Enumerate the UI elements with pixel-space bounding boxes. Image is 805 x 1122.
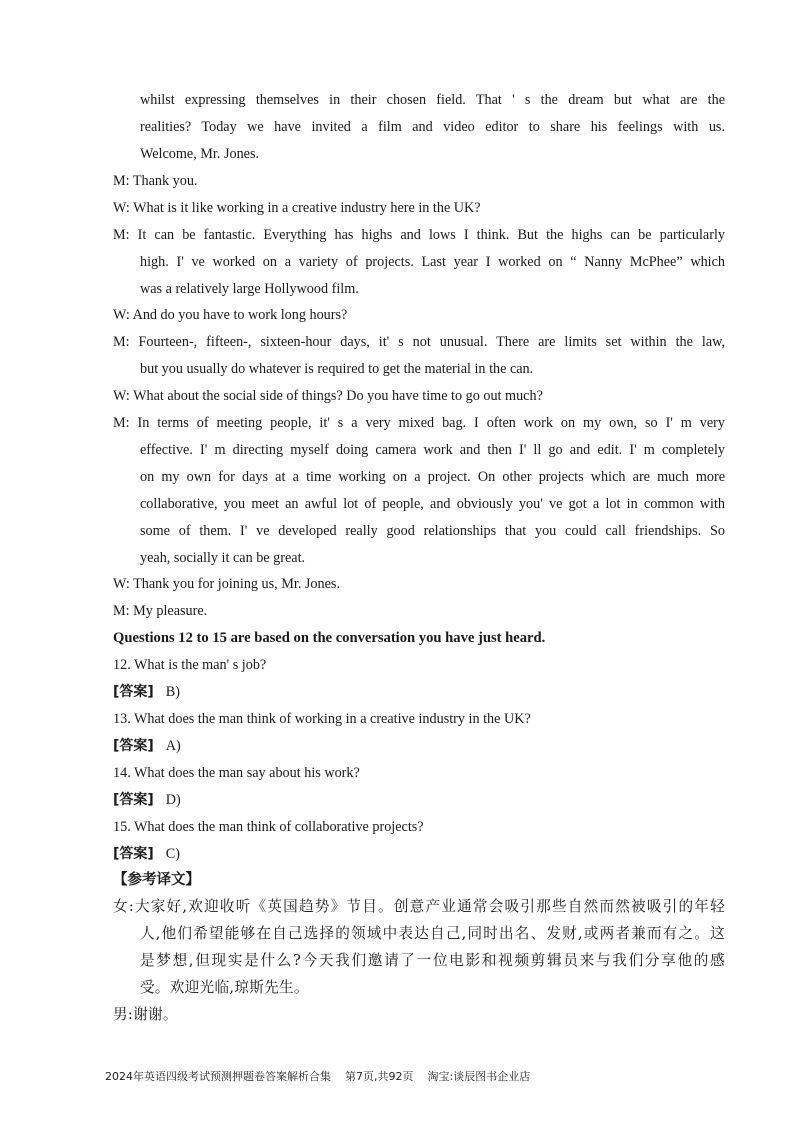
question-text: 12. What is the man' s job?	[113, 657, 267, 673]
transcript-line: M: In terms of meeting people, it' s a very mixed bag. I often work on my own, so I' m very	[113, 415, 725, 431]
transcript-line: W: What about the social side of things? Do you have time to go out much?	[113, 388, 543, 404]
translation-line: 男:谢谢。	[113, 1006, 178, 1023]
transcript-line: M: Thank you.	[113, 173, 198, 189]
transcript-line: some of them. I' ve developed really good relationships that you could call friendships. So	[140, 523, 725, 539]
answer-label: [答案]	[113, 846, 154, 862]
transcript-line: high. I' ve worked on a variety of projects. Last year I worked on “ Nanny McPhee” which	[140, 254, 725, 270]
answer-row	[113, 790, 181, 810]
translation-line: 是梦想,但现实是什么?今天我们邀请了一位电影和视频剪辑员来与我们分享他的感	[140, 952, 725, 969]
answer-row	[113, 844, 180, 864]
question-text: 13. What does the man think of working in a creative industry in the UK?	[113, 711, 531, 727]
transcript-line: on my own for days at a time working on a project. On other projects which are much more	[140, 469, 725, 485]
transcript-line: W: And do you have to work long hours?	[113, 307, 348, 323]
transcript-line: was a relatively large Hollywood film.	[140, 281, 359, 297]
question-text: 15. What does the man think of collaborative projects?	[113, 819, 424, 835]
answer-label: [答案]	[113, 684, 154, 700]
translation-line: 人,他们希望能够在自己选择的领域中表达自己,同时出名、发财,或两者兼而有之。这	[140, 925, 725, 942]
transcript-line: realities? Today we have invited a film and video editor to share his feelings with us.	[140, 119, 725, 135]
page-footer	[105, 1069, 544, 1085]
footer-shop: 淘宝:谈辰图书企业店	[427, 1070, 531, 1083]
answer-value: B)	[165, 684, 180, 700]
answer-value: D)	[165, 792, 181, 808]
question-text: 14. What does the man say about his work?	[113, 765, 360, 781]
translation-line: 受。欢迎光临,琼斯先生。	[140, 979, 309, 996]
answer-label: [答案]	[113, 738, 154, 754]
transcript-line: but you usually do whatever is required to get the material in the can.	[140, 361, 534, 377]
answer-value: A)	[165, 738, 181, 754]
transcript-line: M: It can be fantastic. Everything has highs and lows I think. But the highs can be particularly	[113, 227, 725, 243]
transcript-line: W: What is it like working in a creative industry here in the UK?	[113, 200, 481, 216]
transcript-line: yeah, socially it can be great.	[140, 550, 306, 566]
transcript-line: W: Thank you for joining us, Mr. Jones.	[113, 576, 340, 592]
translation-line: 女:大家好,欢迎收听《英国趋势》节目。创意产业通常会吸引那些自然而然被吸引的年轻	[113, 898, 725, 915]
transcript-line: whilst expressing themselves in their chosen field. That ' s the dream but what are the	[140, 92, 725, 108]
transcript-line: M: Fourteen-, fifteen-, sixteen-hour days, it' s not unusual. There are limits set within the law,	[113, 334, 725, 350]
answer-value: C)	[165, 846, 180, 862]
translation-heading: 【参考译文】	[113, 872, 200, 888]
transcript-line: effective. I' m directing myself doing camera work and then I' ll go and edit. I' m completely	[140, 442, 725, 458]
footer-page-number: 第7页,共92页	[345, 1070, 414, 1083]
transcript-line: M: My pleasure.	[113, 603, 208, 619]
answer-row	[113, 682, 180, 702]
questions-heading: Questions 12 to 15 are based on the conversation you have just heard.	[113, 630, 546, 646]
transcript-line: collaborative, you meet an awful lot of people, and obviously you' ve got a lot in common with	[140, 496, 725, 512]
footer-title: 2024年英语四级考试预测押题卷答案解析合集	[105, 1070, 331, 1083]
answer-label: [答案]	[113, 792, 154, 808]
answer-row	[113, 736, 181, 756]
transcript-line: Welcome, Mr. Jones.	[140, 146, 260, 162]
